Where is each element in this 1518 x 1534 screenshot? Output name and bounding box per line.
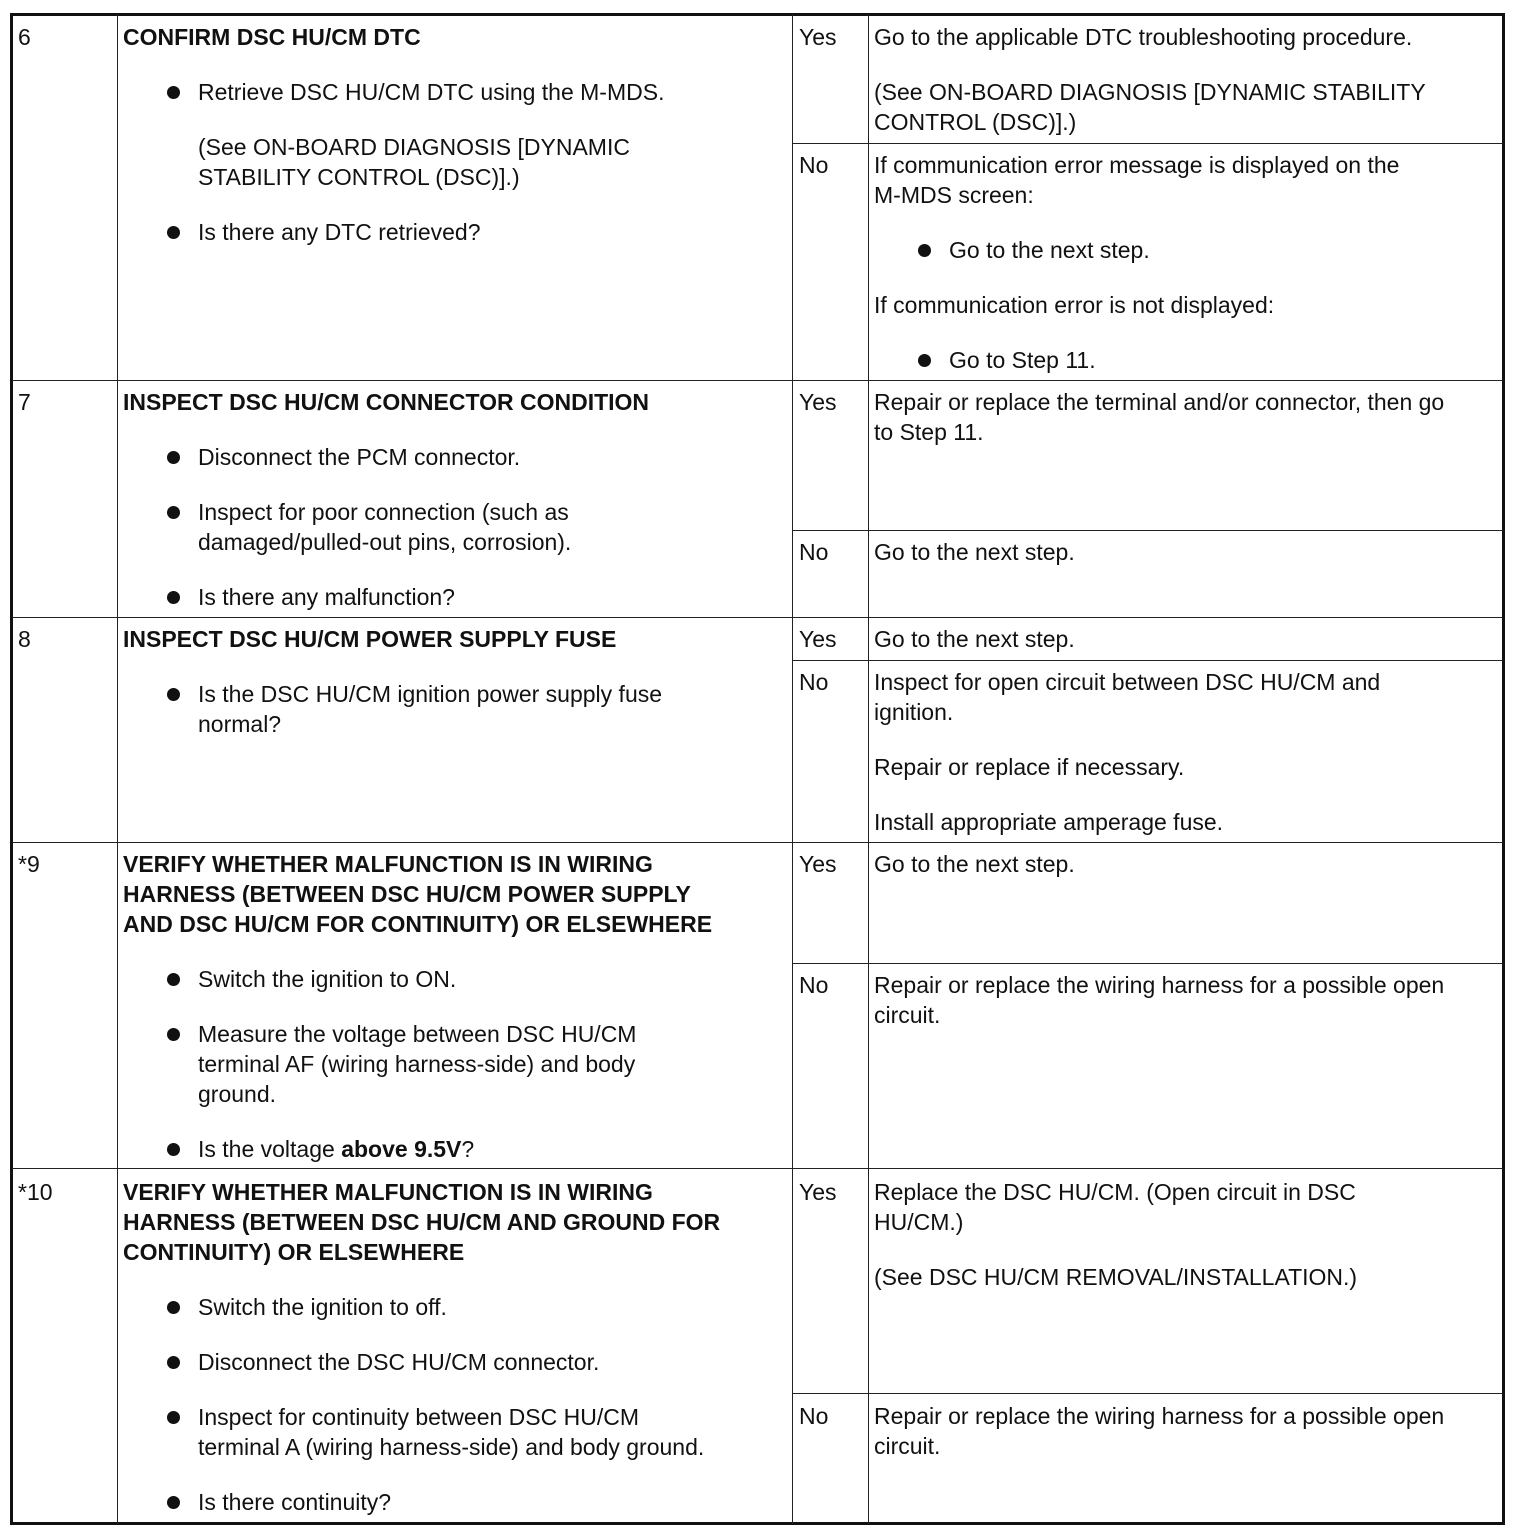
action-item: normal?	[198, 711, 282, 737]
yes-result: (See ON-BOARD DIAGNOSIS [DYNAMIC STABILITY	[874, 79, 1426, 105]
action-text: ?	[461, 1136, 475, 1162]
bullet-icon	[167, 1301, 180, 1314]
no-result: Install appropriate amperage fuse.	[874, 809, 1224, 835]
no-result: circuit.	[874, 1433, 941, 1459]
step-title: INSPECT DSC HU/CM CONNECTOR CONDITION	[123, 389, 650, 415]
no-result: Inspect for open circuit between DSC HU/CM and	[874, 669, 1381, 695]
bullet-icon	[167, 591, 180, 604]
no-label: No	[799, 972, 829, 998]
no-result: Go to Step 11.	[949, 347, 1096, 373]
step-title: HARNESS (BETWEEN DSC HU/CM POWER SUPPLY	[123, 881, 691, 907]
step-title: HARNESS (BETWEEN DSC HU/CM AND GROUND FOR	[123, 1209, 721, 1235]
yes-result: (See DSC HU/CM REMOVAL/INSTALLATION.)	[874, 1264, 1358, 1290]
action-item: Is the DSC HU/CM ignition power supply fuse	[198, 681, 663, 707]
bullet-icon	[167, 1356, 180, 1369]
step-number: *10	[18, 1179, 53, 1205]
column-divider	[868, 14, 869, 1524]
bullet-icon	[167, 451, 180, 464]
action-item: ground.	[198, 1081, 277, 1107]
step-number: 8	[18, 626, 31, 652]
column-divider	[117, 14, 118, 1524]
yes-result: Go to the next step.	[874, 851, 1075, 877]
step-number: 6	[18, 24, 31, 50]
row-divider	[12, 617, 1503, 618]
yes-result: Go to the next step.	[874, 626, 1075, 652]
no-label: No	[799, 152, 829, 178]
yes-no-divider	[792, 660, 1503, 661]
reference-note: STABILITY CONTROL (DSC)].)	[198, 164, 520, 190]
no-result: Repair or replace the wiring harness for a possible open	[874, 972, 1445, 998]
bullet-icon	[167, 1143, 180, 1156]
no-label: No	[799, 539, 829, 565]
row-divider	[12, 1168, 1503, 1169]
step-title: CONFIRM DSC HU/CM DTC	[123, 24, 421, 50]
reference-note: (See ON-BOARD DIAGNOSIS [DYNAMIC	[198, 134, 630, 160]
action-item: Is there any DTC retrieved?	[198, 219, 481, 245]
no-result: Repair or replace the wiring harness for a possible open	[874, 1403, 1445, 1429]
yes-no-divider	[792, 143, 1503, 144]
yes-label: Yes	[799, 389, 837, 415]
action-item: Inspect for continuity between DSC HU/CM	[198, 1404, 640, 1430]
column-divider	[792, 14, 793, 1524]
step-title: VERIFY WHETHER MALFUNCTION IS IN WIRING	[123, 1179, 653, 1205]
action-item: Switch the ignition to off.	[198, 1294, 447, 1320]
action-item: Disconnect the PCM connector.	[198, 444, 521, 470]
no-result: Repair or replace if necessary.	[874, 754, 1185, 780]
action-item: damaged/pulled-out pins, corrosion).	[198, 529, 572, 555]
yes-result: HU/CM.)	[874, 1209, 964, 1235]
yes-no-divider	[792, 530, 1503, 531]
action-item: Switch the ignition to ON.	[198, 966, 457, 992]
yes-result: Repair or replace the terminal and/or connector, then go	[874, 389, 1445, 415]
no-result: Go to the next step.	[874, 539, 1075, 565]
bullet-icon	[167, 1496, 180, 1509]
step-title: CONTINUITY) OR ELSEWHERE	[123, 1239, 465, 1265]
action-item: Retrieve DSC HU/CM DTC using the M-MDS.	[198, 79, 665, 105]
yes-result: Replace the DSC HU/CM. (Open circuit in DSC	[874, 1179, 1356, 1205]
no-label: No	[799, 1403, 829, 1429]
no-result: If communication error message is displayed on the	[874, 152, 1400, 178]
action-text: Is the voltage	[198, 1136, 342, 1162]
action-item: terminal A (wiring harness-side) and body ground.	[198, 1434, 705, 1460]
bullet-icon	[918, 354, 931, 367]
bullet-icon	[167, 86, 180, 99]
yes-label: Yes	[799, 626, 837, 652]
action-item	[198, 1134, 474, 1164]
action-item: terminal AF (wiring harness-side) and body	[198, 1051, 636, 1077]
yes-no-divider	[792, 1393, 1503, 1394]
bullet-icon	[167, 1411, 180, 1424]
no-result: Go to the next step.	[949, 237, 1150, 263]
step-title: INSPECT DSC HU/CM POWER SUPPLY FUSE	[123, 626, 617, 652]
bullet-icon	[167, 973, 180, 986]
action-item: Inspect for poor connection (such as	[198, 499, 569, 525]
step-number: *9	[18, 851, 40, 877]
action-item: Is there any malfunction?	[198, 584, 455, 610]
yes-result: Go to the applicable DTC troubleshooting procedure.	[874, 24, 1413, 50]
bullet-icon	[167, 688, 180, 701]
action-item: Measure the voltage between DSC HU/CM	[198, 1021, 637, 1047]
yes-result: to Step 11.	[874, 419, 984, 445]
bullet-icon	[167, 506, 180, 519]
no-label: No	[799, 669, 829, 695]
row-divider	[12, 380, 1503, 381]
bullet-icon	[918, 244, 931, 257]
bullet-icon	[167, 226, 180, 239]
action-emphasis: above 9.5V	[341, 1136, 462, 1162]
no-result: circuit.	[874, 1002, 941, 1028]
yes-label: Yes	[799, 1179, 837, 1205]
yes-no-divider	[792, 963, 1503, 964]
bullet-icon	[167, 1028, 180, 1041]
action-item: Disconnect the DSC HU/CM connector.	[198, 1349, 600, 1375]
row-divider	[12, 842, 1503, 843]
step-title: AND DSC HU/CM FOR CONTINUITY) OR ELSEWHERE	[123, 911, 713, 937]
no-result: M-MDS screen:	[874, 182, 1034, 208]
no-result: ignition.	[874, 699, 954, 725]
yes-label: Yes	[799, 24, 837, 50]
step-title: VERIFY WHETHER MALFUNCTION IS IN WIRING	[123, 851, 653, 877]
step-number: 7	[18, 389, 31, 415]
no-result: If communication error is not displayed:	[874, 292, 1275, 318]
action-item: Is there continuity?	[198, 1489, 392, 1515]
yes-label: Yes	[799, 851, 837, 877]
yes-result: CONTROL (DSC)].)	[874, 109, 1077, 135]
